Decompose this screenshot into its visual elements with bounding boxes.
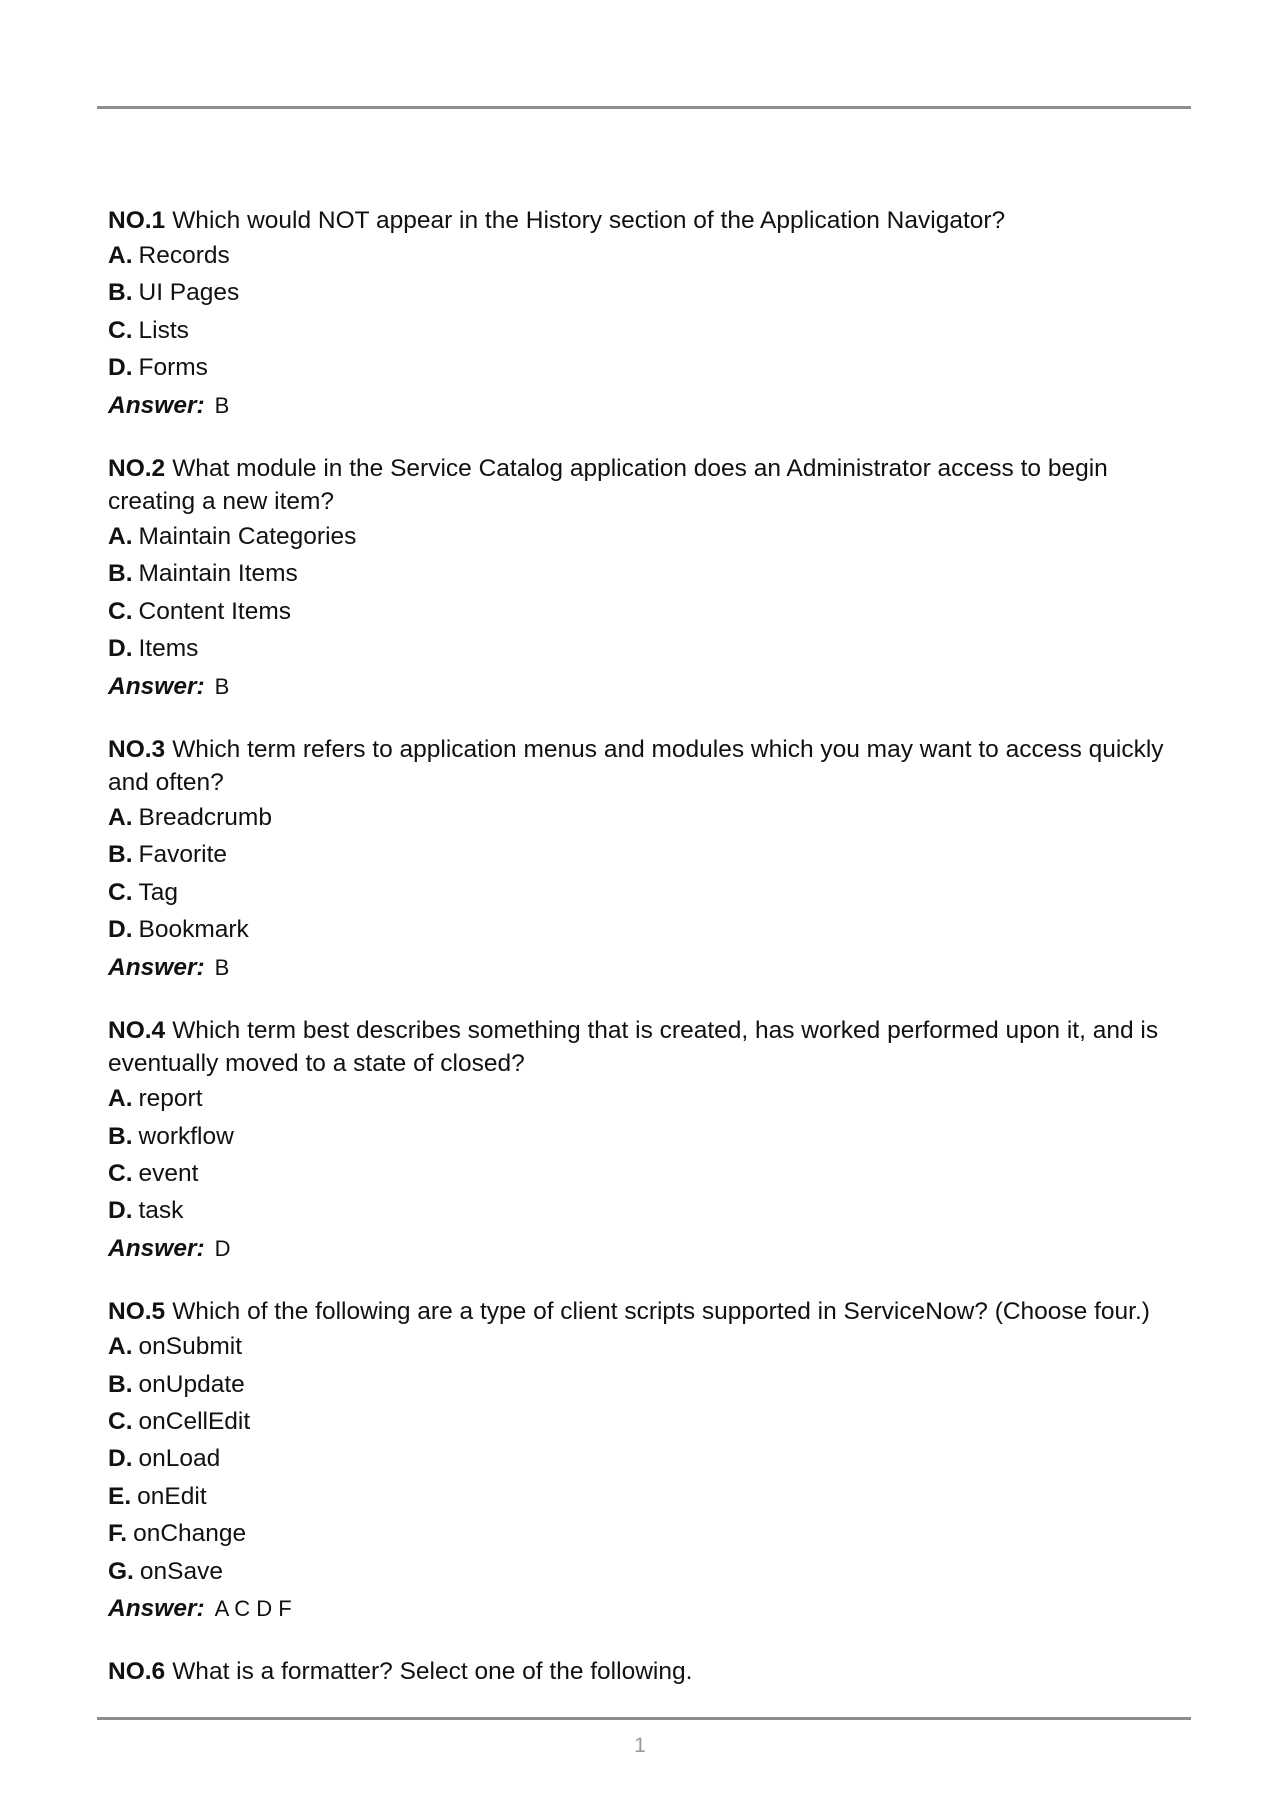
option-text: Tag [138,878,179,906]
answer-option [108,1478,1183,1515]
option-letter: D. [108,1197,133,1225]
question-stem [108,452,1183,518]
page-number: 1 [634,1734,646,1757]
answer-line [108,668,1183,705]
answer-option [108,555,1183,592]
header-divider [97,106,1191,109]
option-text: workflow [138,1122,234,1150]
answer-option [108,1080,1183,1117]
answer-option [108,836,1183,873]
question-number: NO.2 [108,455,166,483]
answer-option [108,1155,1183,1192]
question-item [108,204,1183,424]
option-text: task [138,1197,184,1225]
answer-line [108,387,1183,424]
answer-value: B [214,954,230,980]
answer-option [108,1440,1183,1477]
answer-line [108,949,1183,986]
answer-option [108,874,1183,911]
question-number: NO.5 [108,1298,166,1326]
answer-option [108,1553,1183,1590]
answer-line [108,1590,1183,1627]
option-letter: C. [108,597,133,625]
option-text: onUpdate [138,1370,245,1398]
answer-label: Answer: [108,391,205,419]
option-letter: B. [108,560,133,588]
question-stem [108,204,1183,237]
option-text: onChange [133,1520,247,1548]
option-letter: B. [108,1122,133,1150]
answer-option [108,911,1183,948]
question-stem [108,1655,1183,1688]
question-number: NO.6 [108,1658,166,1686]
option-letter: B. [108,841,133,869]
question-number: NO.4 [108,1017,166,1045]
option-text: Maintain Categories [138,523,357,551]
option-letter: D. [108,635,133,663]
question-item [108,1295,1183,1627]
question-list [108,204,1183,1688]
answer-option [108,312,1183,349]
answer-option [108,1328,1183,1365]
option-letter: B. [108,1370,133,1398]
option-letter: F. [108,1520,128,1548]
option-letter: A. [108,1085,133,1113]
option-letter: A. [108,242,133,269]
question-text: What is a formatter? Select one of the following. [172,1658,693,1686]
question-item [108,1655,1183,1688]
answer-value: A C D F [214,1595,292,1621]
answer-option [108,1118,1183,1155]
answer-value: B [214,673,230,699]
answer-option [108,518,1183,555]
answer-label: Answer: [108,672,205,700]
option-text: Lists [138,316,189,344]
answer-label: Answer: [108,1594,205,1622]
question-stem [108,1014,1183,1080]
answer-option [108,1192,1183,1229]
option-text: onCellEdit [138,1407,251,1435]
option-text: report [138,1085,203,1113]
question-text: Which of the following are a type of client scripts supported in ServiceNow? (Choose four.) [172,1298,1150,1326]
answer-option [108,349,1183,386]
answer-option [108,630,1183,667]
answer-option [108,1403,1183,1440]
answer-value: B [214,392,230,418]
answer-option [108,799,1183,836]
option-letter: C. [108,1159,133,1187]
option-letter: A. [108,804,133,832]
option-text: Items [138,635,199,663]
answer-option [108,237,1183,274]
answer-label: Answer: [108,953,205,981]
option-letter: D. [108,916,133,944]
option-text: event [138,1159,199,1187]
question-item [108,733,1183,986]
question-item [108,1014,1183,1267]
option-text: onSave [139,1557,223,1585]
question-text: Which would NOT appear in the History section of the Application Navigator? [172,207,1006,234]
answer-label: Answer: [108,1234,205,1262]
option-text: Records [138,242,230,269]
option-text: Maintain Items [138,560,298,588]
option-letter: B. [108,279,133,307]
answer-value: D [214,1235,231,1261]
question-number: NO.3 [108,736,166,764]
answer-option [108,1366,1183,1403]
option-letter: G. [108,1557,134,1585]
option-text: UI Pages [138,279,240,307]
option-letter: D. [108,354,133,382]
footer-divider [97,1717,1191,1720]
option-letter: A. [108,523,133,551]
question-stem [108,1295,1183,1328]
answer-option [108,274,1183,311]
option-text: onSubmit [138,1333,243,1361]
option-text: Favorite [138,841,228,869]
option-text: Bookmark [138,916,249,944]
option-letter: C. [108,316,133,344]
option-letter: E. [108,1482,132,1510]
question-text: What module in the Service Catalog application does an Administrator access to begin creating a new item? [108,455,1108,516]
question-number: NO.1 [108,207,166,234]
option-letter: D. [108,1445,133,1473]
option-text: Content Items [138,597,292,625]
option-letter: C. [108,1407,133,1435]
answer-option [108,593,1183,630]
option-letter: C. [108,878,133,906]
answer-option [108,1515,1183,1552]
answer-line [108,1230,1183,1267]
question-item [108,452,1183,705]
option-text: onLoad [138,1445,221,1473]
question-text: Which term best describes something that is created, has worked performed upon it, and is eventually moved to a state of closed? [108,1017,1159,1078]
question-stem [108,733,1183,799]
option-text: Breadcrumb [138,804,272,832]
option-text: Forms [138,354,208,382]
option-text: onEdit [137,1482,207,1510]
option-letter: A. [108,1333,133,1361]
question-text: Which term refers to application menus and modules which you may want to access quickly and often? [108,736,1164,797]
